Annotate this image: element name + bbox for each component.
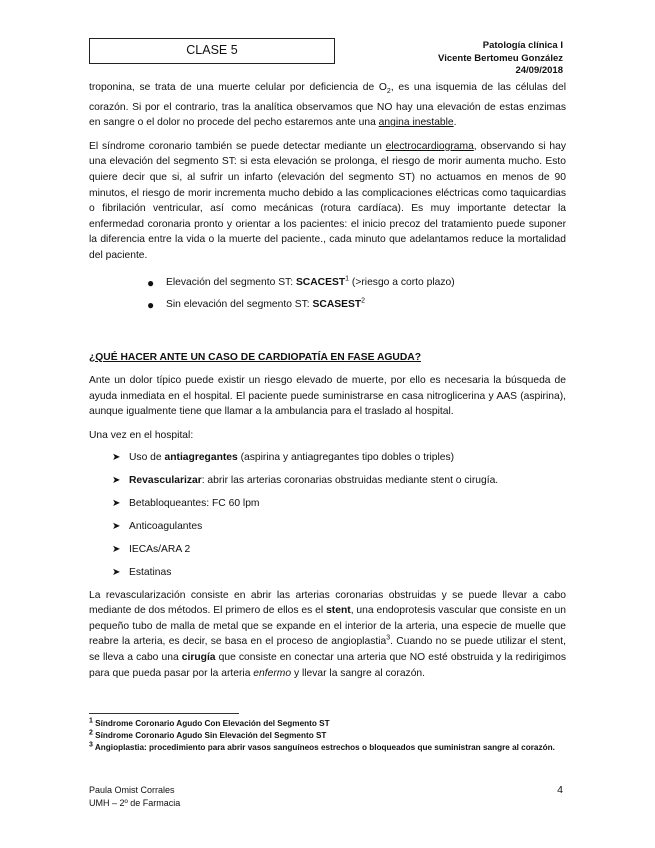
footnote-text: Síndrome Coronario Agudo Con Elevación del Segmento ST	[92, 719, 330, 728]
paragraph-revascularizacion	[89, 588, 566, 682]
list-item	[89, 561, 566, 584]
footnote-1	[89, 718, 566, 730]
text-run: . Cuando no se puede utilizar el stent, se lleva a cabo una	[89, 636, 566, 663]
enfermo-term: enfermo	[253, 667, 292, 679]
header-info	[438, 40, 563, 78]
list-item	[89, 446, 566, 469]
page-number: 4	[557, 784, 563, 796]
text-run: (aspirina y antiagregantes tipo dobles o triples)	[237, 451, 455, 463]
text-run: que consiste en conectar una arteria que NO esté obstruida y la redirigimos para que pueda pasar por la arteria	[89, 651, 566, 679]
class-label-box	[89, 38, 335, 64]
footnotes	[89, 718, 566, 753]
footnote-ref: 2	[361, 297, 366, 305]
paragraph-hospital-intro: Una vez en el hospital:	[89, 429, 194, 441]
text-run: El síndrome coronario también se puede detectar mediante un	[89, 140, 386, 152]
text-run: troponina, se trata de una muerte celular por deficiencia de O	[89, 82, 387, 93]
text-run: Anticoagulantes	[129, 520, 203, 532]
list-item	[89, 294, 566, 316]
document-body	[89, 80, 566, 689]
footnote-number: 2	[89, 729, 93, 737]
paragraph-electrocardiograma	[89, 139, 566, 264]
text-run: Elevación del segmento ST:	[166, 276, 296, 288]
arrow-bullet-icon: ➤	[112, 474, 121, 486]
text-run: IECAs/ARA 2	[129, 543, 191, 555]
teacher-name: Vicente Bertomeu González	[438, 52, 563, 64]
text-run: Betabloqueantes: FC 60 lpm	[129, 497, 260, 509]
text-strong: Revascularizar	[129, 474, 202, 486]
angina-inestable-term: angina inestable	[378, 117, 454, 129]
list-item	[89, 272, 566, 294]
footnote-number: 3	[89, 740, 93, 748]
bullet-dot-icon: ●	[147, 275, 155, 290]
list-item	[89, 515, 566, 538]
footnote-ref: 1	[345, 275, 350, 283]
footer-info	[89, 784, 180, 810]
text-run: Estatinas	[129, 566, 172, 578]
text-run: , observando si hay una elevación del segmento ST: si esta elevación se prolonga, el riesgo de morir aumenta mucho. Esto quiere decir que si, al sufrir un infarto (elevación del segmento ST) no actuamos en menos de 90 minutos, el riesgo de morir incrementa mucho debido a las complicaciones eléctricas como taquicardias o fibrilación ventricular, así como mecánicas (rotura cardíaca). Es muy importante detectar la enfermedad coronaria pronto y orientar a los pacientes: el inicio precoz del tratamiento puede suponer la diferencia entre la vida o la muerte del paciente., cada minuto que adelantamos reduce la mortalidad del paciente.	[89, 140, 567, 261]
arrow-bullet-icon: ➤	[112, 451, 121, 463]
section-heading: ¿QUÉ HACER ANTE UN CASO DE CARDIOPATÍA EN FASE AGUDA?	[89, 351, 421, 363]
scasest-term: SCASEST	[312, 298, 362, 310]
text-run: , es una isquemia de las células del corazón. Si por el contrario, tras la analítica observamos que NO hay una elevación de estas enzimas en sangre o el dolor no procede del pecho estaremos ante una	[89, 82, 566, 129]
cirugia-term: cirugía	[181, 651, 216, 663]
list-item	[89, 469, 566, 492]
st-segment-list	[89, 272, 566, 316]
subscript: 2	[386, 88, 391, 96]
list-item	[89, 538, 566, 561]
arrow-bullet-icon: ➤	[112, 543, 121, 555]
footnote-3	[89, 742, 566, 754]
text-strong: antiagregantes	[164, 451, 238, 463]
list-item	[89, 492, 566, 515]
arrow-bullet-icon: ➤	[112, 566, 121, 578]
text-run: , una endoprotesis vascular que consiste en un pequeño tubo de malla de metal que se expande en el interior de la arteria, una especie de muelle que reabre la arteria, es decir, se basa en el proceso de angioplastia	[89, 605, 566, 648]
hospital-steps-list	[89, 446, 566, 584]
arrow-bullet-icon: ➤	[112, 520, 121, 532]
arrow-bullet-icon: ➤	[112, 497, 121, 509]
footnote-text: Síndrome Coronario Agudo Sin Elevación del Segmento ST	[92, 730, 327, 740]
paragraph-dolor-tipico: Ante un dolor típico puede existir un riesgo elevado de muerte, por ello es necesaria la búsqueda de ayuda inmediata en el hospital. El paciente puede suministrarse en casa nitroglicerina y AAS (aspirina), aunque igualmente tiene que llamar a la ambulancia para el traslado al hospital.	[89, 375, 566, 418]
scacest-term: SCACEST	[295, 276, 346, 288]
subject-name: Patología clínica I	[482, 40, 563, 51]
text-run: y llevar la sangre al corazón.	[291, 667, 426, 679]
text-run: La revascularización consiste en abrir las arterias coronarias obstruidas y se puede llevar a cabo mediante de dos métodos. El primero de ellos es el	[89, 589, 566, 617]
footnote-number: 1	[89, 717, 93, 725]
footnote-text: Angioplastia: procedimiento para abrir vasos sanguíneos estrechos o bloqueados que suministran sangre al corazón.	[92, 742, 555, 752]
text-run: Uso de	[129, 451, 165, 463]
paragraph-troponina	[89, 80, 566, 131]
footer-author: Paula Omist Corrales	[89, 785, 175, 795]
text-run: .	[453, 117, 457, 129]
bullet-dot-icon: ●	[147, 297, 155, 312]
text-run: : abrir las arterias coronarias obstruidas mediante stent o cirugía.	[201, 474, 499, 486]
class-label: CLASE 5	[186, 43, 238, 57]
footer-course: UMH – 2º de Farmacia	[89, 798, 181, 808]
text-run: (>riesgo a corto plazo)	[349, 276, 455, 288]
footnote-divider	[89, 713, 239, 714]
text-run: Sin elevación del segmento ST:	[166, 298, 313, 310]
footnote-ref: 3	[386, 634, 391, 642]
stent-term: stent	[326, 605, 351, 617]
electrocardiograma-term: electrocardiograma	[385, 140, 474, 152]
header-date: 24/09/2018	[515, 65, 563, 76]
footnote-2	[89, 730, 566, 742]
